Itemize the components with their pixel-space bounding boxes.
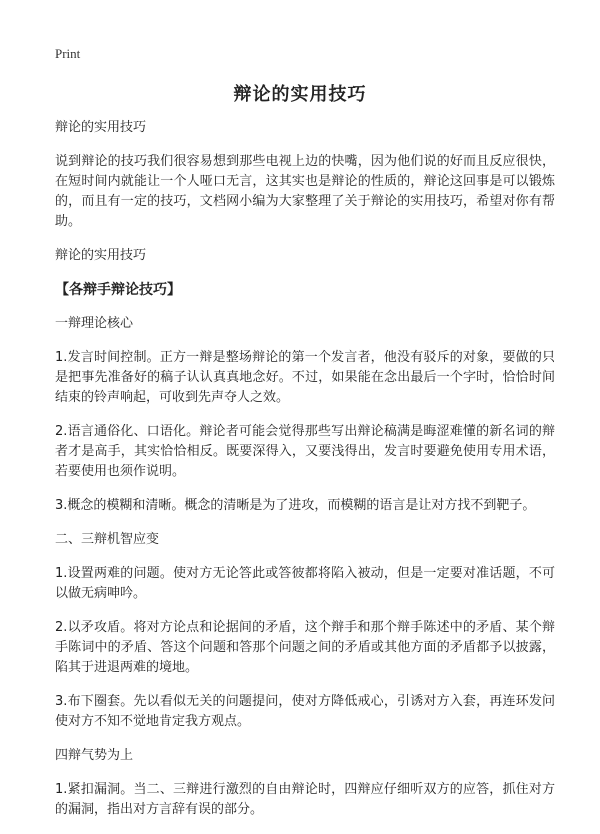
subsection-heading-second-third-debater: 二、三辩机智应变 bbox=[55, 532, 160, 547]
section-label: 辩论的实用技巧 bbox=[55, 248, 147, 263]
subtitle-paragraph: 辩论的实用技巧 bbox=[55, 120, 147, 135]
paragraph-time-control: 1.发言时间控制。正方一辩是整场辩论的第一个发言者，他没有驳斥的对象，要做的只是把事先准备好的稿子认认真真地念好。不过，如果能在念出最后一个字时，恰恰时间结束的铃声响起，可收到先声夺人之效。 bbox=[55, 350, 555, 405]
paragraph-trap: 3.布下圈套。先以看似无关的问题提问，使对方降低戒心，引诱对方入套，再连环发问使对方不知不觉地肯定我方观点。 bbox=[55, 694, 555, 729]
document-title: 辩论的实用技巧 bbox=[233, 84, 367, 105]
paragraph-loophole: 1.紧扣漏洞。当二、三辩进行激烈的自由辩论时，四辩应仔细听双方的应答，抓住对方的漏洞，指出对方言辞有误的部分。 bbox=[55, 782, 555, 817]
print-link[interactable]: Print bbox=[55, 46, 81, 61]
document-body bbox=[55, 118, 555, 834]
paragraph-concept: 3.概念的模糊和清晰。概念的清晰是为了进攻，而模糊的语言是让对方找不到靶子。 bbox=[55, 498, 536, 513]
paragraph-dilemma: 1.设置两难的问题。使对方无论答此或答彼都将陷入被动，但是一定要对准话题，不可以做无病呻吟。 bbox=[55, 566, 555, 601]
section-heading: 【各辩手辩论技巧】 bbox=[55, 282, 181, 298]
subsection-heading-first-debater: 一辩理论核心 bbox=[55, 316, 134, 331]
subsection-heading-fourth-debater: 四辩气势为上 bbox=[55, 748, 134, 763]
intro-paragraph: 说到辩论的技巧我们很容易想到那些电视上边的快嘴，因为他们说的好而且反应很快，在短时间内就能让一个人哑口无言，这其实也是辩论的性质的，辩论这回事是可以锻炼的，而且有一定的技巧，文档网小编为大家整理了关于辩论的实用技巧，希望对你有帮助。 bbox=[55, 154, 555, 229]
paragraph-language: 2.语言通俗化、口语化。辩论者可能会觉得那些写出辩论稿满是晦涩难懂的新名词的辩者才是高手，其实恰恰相反。既要深得入，又要浅得出，发言时要避免使用专用术语，若要使用也须作说明。 bbox=[55, 424, 555, 479]
paragraph-contradiction: 2.以矛攻盾。将对方论点和论据间的矛盾，这个辩手和那个辩手陈述中的矛盾、某个辩手陈词中的矛盾、答这个问题和答那个问题之间的矛盾或其他方面的矛盾都予以披露，陷其于进退两难的境地。 bbox=[55, 620, 555, 675]
